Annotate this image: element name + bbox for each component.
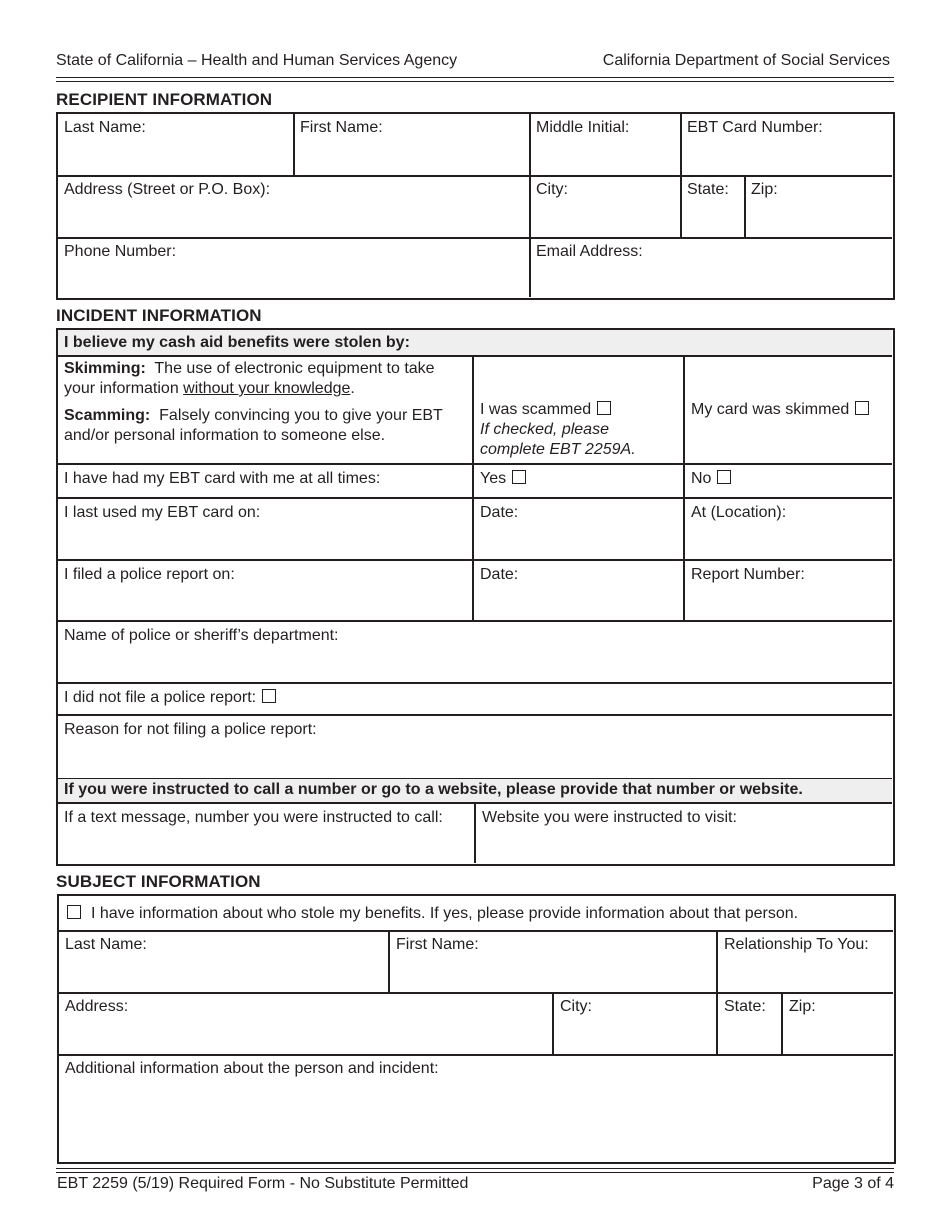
agency-header: State of California – Health and Human Services Agency <box>56 52 458 69</box>
first-name-label: First Name: <box>300 119 383 136</box>
skimmed-label: My card was skimmed <box>691 401 850 418</box>
yes-checkbox[interactable] <box>512 470 526 484</box>
phone-label: Phone Number: <box>64 243 177 260</box>
subject-state-field[interactable] <box>718 993 781 1054</box>
skimming-text: The use of electronic equipment to take your information <box>64 360 435 397</box>
email-field[interactable] <box>530 238 892 297</box>
stolen-by-heading: I believe my cash aid benefits were stolen by: <box>58 330 892 355</box>
subject-city-label: City: <box>560 998 592 1015</box>
subject-last-name-field[interactable] <box>59 931 388 992</box>
police-report-label: I filed a police report on: <box>64 566 235 583</box>
subject-section-title: SUBJECT INFORMATION <box>56 872 261 891</box>
page-number: Page 3 of 4 <box>812 1175 894 1192</box>
state-field[interactable] <box>681 176 744 237</box>
subject-state-label: State: <box>724 998 766 1015</box>
subject-address-label: Address: <box>65 998 129 1015</box>
text-number-label: If a text message, number you were instructed to call: <box>64 809 443 826</box>
subject-address-field[interactable] <box>59 993 552 1054</box>
footer-rule-bottom <box>56 1172 894 1173</box>
card-with-me-row <box>58 465 472 497</box>
report-number-label: Report Number: <box>691 566 805 583</box>
subject-table <box>57 894 896 1164</box>
skimming-period: . <box>350 380 355 397</box>
report-number-field[interactable] <box>685 561 892 620</box>
ebt-card-number-label: EBT Card Number: <box>687 119 823 136</box>
website-label: Website you were instructed to visit: <box>482 809 737 826</box>
scammed-label: I was scammed <box>480 401 592 418</box>
scamming-text: Falsely convincing you to give your EBT and/or personal information to someone else. <box>64 407 443 444</box>
reason-field[interactable] <box>58 716 892 778</box>
website-field[interactable] <box>476 804 892 863</box>
card-no-option <box>685 465 892 497</box>
city-field[interactable] <box>530 176 680 237</box>
card-with-me-label: I have had my EBT card with me at all times: <box>64 470 381 487</box>
relationship-label: Relationship To You: <box>724 936 869 953</box>
relationship-field[interactable] <box>718 931 893 992</box>
theft-definitions <box>58 356 472 463</box>
incident-table <box>56 328 895 866</box>
header-rule-top <box>56 77 894 78</box>
header-rule-bottom <box>56 81 894 82</box>
additional-info-label: Additional information about the person and incident: <box>65 1060 439 1077</box>
form-id: EBT 2259 (5/19) Required Form - No Substitute Permitted <box>57 1175 469 1192</box>
first-name-field[interactable] <box>294 114 529 175</box>
skimming-underline-text: without your knowledge <box>183 380 351 397</box>
reason-label: Reason for not filing a police report: <box>64 721 317 738</box>
recipient-table <box>56 112 895 300</box>
last-name-label: Last Name: <box>64 119 146 136</box>
last-used-date-field[interactable] <box>474 499 683 559</box>
additional-info-field[interactable] <box>59 1055 893 1161</box>
police-department-field[interactable] <box>58 622 892 682</box>
last-used-date-label: Date: <box>480 504 519 521</box>
address-label: Address (Street or P.O. Box): <box>64 181 271 198</box>
skimmed-option <box>685 356 892 463</box>
scammed-checkbox[interactable] <box>597 401 611 415</box>
ebt-card-number-field[interactable] <box>681 114 892 175</box>
subject-city-field[interactable] <box>554 993 716 1054</box>
skimming-term: Skimming: <box>64 360 146 377</box>
zip-field[interactable] <box>745 176 892 237</box>
last-used-row <box>58 499 472 559</box>
footer-rule-top <box>56 1168 894 1169</box>
location-label: At (Location): <box>691 504 787 521</box>
department-header: California Department of Social Services <box>602 52 890 69</box>
no-checkbox[interactable] <box>717 470 731 484</box>
police-report-row <box>58 561 472 620</box>
text-number-field[interactable] <box>58 804 474 863</box>
zip-label: Zip: <box>751 181 778 198</box>
scammed-option <box>474 356 683 463</box>
skimming-definition <box>64 359 466 399</box>
skimmed-checkbox[interactable] <box>855 401 869 415</box>
have-info-label: I have information about who stole my benefits. If yes, please provide information about that person. <box>91 905 799 922</box>
incident-section-title: INCIDENT INFORMATION <box>56 306 262 325</box>
no-police-report-checkbox[interactable] <box>262 689 276 703</box>
subject-zip-field[interactable] <box>783 993 893 1054</box>
subject-zip-label: Zip: <box>789 998 816 1015</box>
last-name-field[interactable] <box>58 114 293 175</box>
recipient-section-title: RECIPIENT INFORMATION <box>56 90 273 109</box>
email-label: Email Address: <box>536 243 643 260</box>
have-info-checkbox[interactable] <box>67 905 81 919</box>
middle-initial-field[interactable] <box>530 114 680 175</box>
police-report-date-label: Date: <box>480 566 519 583</box>
scamming-term: Scamming: <box>64 407 151 424</box>
city-label: City: <box>536 181 568 198</box>
no-label: No <box>691 470 712 487</box>
state-label: State: <box>687 181 729 198</box>
no-police-report-row <box>58 684 892 714</box>
subject-first-name-field[interactable] <box>390 931 716 992</box>
instruction-heading: If you were instructed to call a number or go to a website, please provide that number or website. <box>58 779 892 802</box>
last-used-label: I last used my EBT card on: <box>64 504 261 521</box>
police-department-label: Name of police or sheriff’s department: <box>64 627 339 644</box>
address-field[interactable] <box>58 176 529 237</box>
phone-field[interactable] <box>58 238 529 297</box>
subject-first-name-label: First Name: <box>396 936 479 953</box>
middle-initial-label: Middle Initial: <box>536 119 630 136</box>
last-used-location-field[interactable] <box>685 499 892 559</box>
have-info-row <box>59 900 893 930</box>
police-report-date-field[interactable] <box>474 561 683 620</box>
scammed-note: If checked, please complete EBT 2259A. <box>480 421 636 458</box>
card-yes-option <box>474 465 683 497</box>
subject-last-name-label: Last Name: <box>65 936 147 953</box>
scamming-definition <box>64 406 466 446</box>
no-police-report-label: I did not file a police report: <box>64 689 257 706</box>
yes-label: Yes <box>480 470 507 487</box>
